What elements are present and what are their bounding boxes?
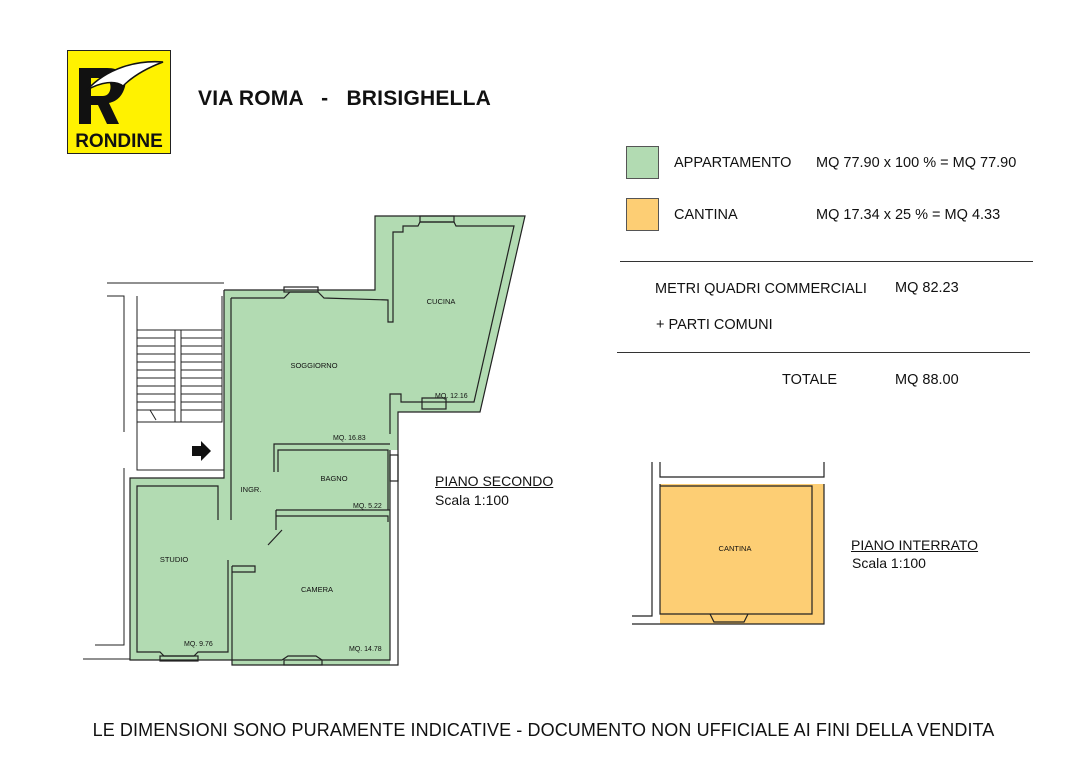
legend-calc-appartamento: MQ 77.90 x 100 % = MQ 77.90	[816, 155, 1017, 171]
floor-scale-piano-interrato: Scala 1:100	[852, 555, 926, 571]
room-name-ingresso: INGR.	[240, 485, 262, 494]
svg-text:RONDINE: RONDINE	[75, 131, 163, 152]
legend-label-cantina: CANTINA	[674, 207, 738, 223]
room-name-camera: CAMERA	[300, 585, 334, 594]
room-area-cucina: MQ. 12.16	[435, 393, 468, 400]
floor-scale-piano-secondo: Scala 1:100	[435, 492, 509, 508]
page-title: VIA ROMA - BRISIGHELLA	[198, 87, 491, 110]
room-area-studio: MQ. 9.76	[184, 641, 213, 648]
total-value: MQ 88.00	[895, 372, 959, 388]
room-area-bagno: MQ. 5.22	[353, 503, 382, 510]
room-name-cantina: CANTINA	[718, 544, 752, 553]
floor-name-piano-interrato: PIANO INTERRATO	[851, 537, 979, 553]
room-name-cucina: CUCINA	[426, 297, 456, 306]
common-parts: + PARTI COMUNI	[656, 317, 773, 333]
cantina-area	[660, 484, 824, 624]
total-label: TOTALE	[782, 372, 838, 388]
entrance-arrow-icon	[192, 441, 211, 461]
commercial-value: MQ 82.23	[895, 280, 959, 296]
floor-name-piano-secondo: PIANO SECONDO	[435, 473, 554, 489]
room-area-camera: MQ. 14.78	[349, 646, 382, 653]
commercial-label: METRI QUADRI COMMERCIALI	[655, 281, 867, 297]
disclaimer-footer: LE DIMENSIONI SONO PURAMENTE INDICATIVE - DOCUMENTO NON UFFICIALE AI FINI DELLA VENDITA	[92, 720, 995, 740]
room-name-soggiorno: SOGGIORNO	[290, 361, 338, 370]
legend-label-appartamento: APPARTAMENTO	[674, 155, 792, 171]
room-area-soggiorno: MQ. 16.83	[333, 435, 366, 442]
room-name-bagno: BAGNO	[320, 474, 348, 483]
legend-calc-cantina: MQ 17.34 x 25 % = MQ 4.33	[816, 207, 1001, 223]
room-name-studio: STUDIO	[159, 555, 189, 564]
